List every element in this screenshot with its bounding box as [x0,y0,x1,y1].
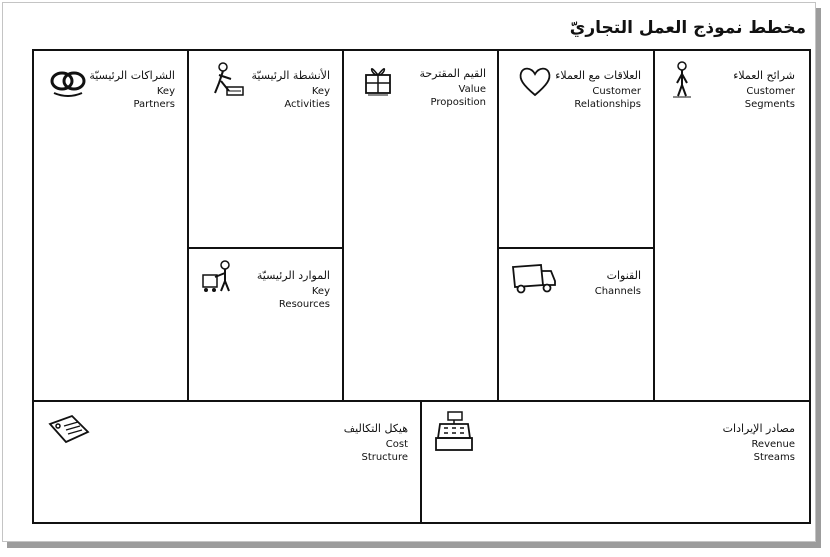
customer-segments-title-en-2: Segments [744,99,795,110]
key-partners-title-en-1: Key [156,86,175,97]
channels-title-ar: القنوات [606,269,641,282]
cost-structure-title-ar: هيكل التكاليف [343,422,408,435]
customer-relationships-title-ar: العلاقات مع العملاء [555,69,641,82]
key-activities-title-en-2: Activities [284,99,330,110]
heart-icon [515,63,555,101]
key-partners-title-ar: الشراكات الرئيسيّة [89,69,175,82]
revenue-streams-title-ar: مصادر الإيرادات [722,422,795,435]
customer-relationships-block [497,49,655,249]
customer-segments-title-en-1: Customer [746,86,795,97]
revenue-streams-title-en-2: Streams [753,452,795,463]
key-partners-block [32,49,189,402]
key-resources-title-en-2: Resources [278,299,330,310]
key-resources-title-en-1: Key [311,286,330,297]
revenue-streams-title-en-1: Revenue [751,439,795,450]
channels-block [497,247,655,402]
customer-segments-block [653,49,811,402]
gift-box-icon [358,61,398,99]
truck-icon [509,259,557,297]
key-activities-block [187,49,344,249]
customer-relationships-title-en-2: Relationships [574,99,641,110]
value-proposition-block [342,49,500,402]
cost-structure-title-en-2: Structure [361,452,408,463]
value-proposition-title-en-2: Proposition [430,97,486,108]
key-partners-title-en-2: Partners [133,99,175,110]
cost-structure-block [32,400,422,524]
channels-title-en: Channels [594,286,641,297]
standing-person-icon [667,61,697,99]
page-title: مخطط نموذج العمل التجاريّ [569,18,806,38]
value-proposition-title-ar: القيم المقترحة [419,67,486,80]
revenue-streams-block [420,400,811,524]
customer-relationships-title-en-1: Customer [592,86,641,97]
price-tag-icon [46,410,92,448]
value-proposition-title-en-1: Value [458,84,486,95]
customer-segments-title-ar: شرائح العملاء [733,69,795,82]
person-working-icon [207,61,247,99]
key-activities-title-en-1: Key [311,86,330,97]
key-resources-title-ar: الموارد الرئيسيّة [256,269,330,282]
key-resources-block [187,247,344,402]
cash-register-icon [434,410,474,454]
cost-structure-title-en-1: Cost [385,439,408,450]
key-activities-title-ar: الأنشطة الرئيسيّة [251,69,330,82]
worker-with-cart-icon [199,259,239,297]
chain-links-icon [48,63,88,101]
